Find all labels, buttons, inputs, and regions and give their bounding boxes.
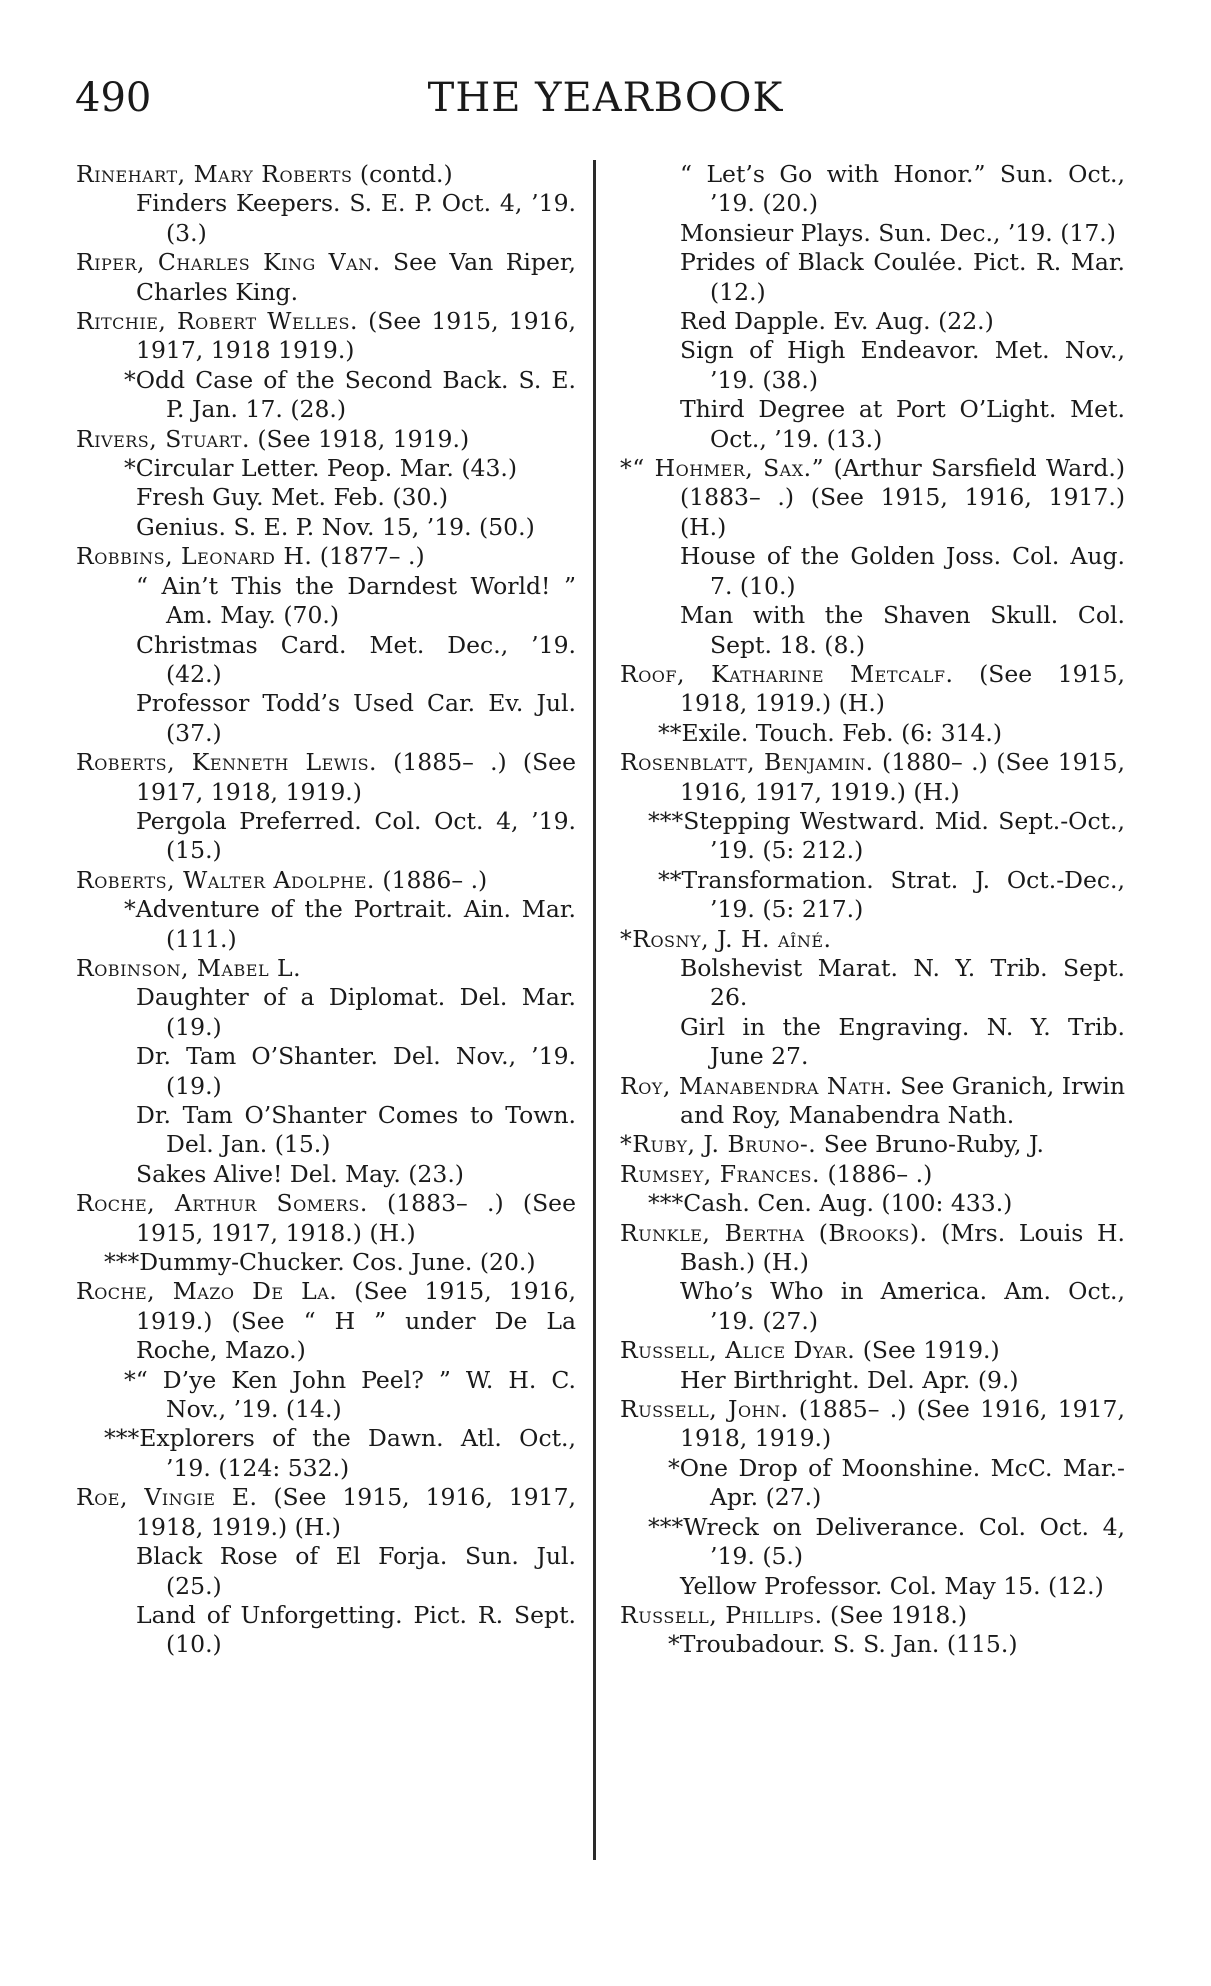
author-name: Runkle, Bertha (Brooks).	[620, 1218, 928, 1247]
story-text: Her Birthright. Del. Apr. (9.)	[680, 1365, 1019, 1394]
author-details: (See 1915, 1918, 1919.) (H.)	[680, 659, 1125, 718]
story-text: Cash. Cen. Aug. (100: 433.)	[683, 1189, 1013, 1218]
distinction-stars: **	[658, 865, 682, 894]
author-name: Russell, Alice Dyar.	[620, 1336, 856, 1365]
author-name: Russell, Phillips.	[620, 1600, 823, 1629]
author-entry	[76, 1189, 576, 1248]
story-text: “ D’ye Ken John Peel? ” W. H. C. Nov., ’19. (14.)	[135, 1365, 576, 1424]
story-item	[620, 542, 1125, 601]
story-item	[620, 1454, 1125, 1513]
page-number: 490	[75, 75, 152, 121]
story-item	[620, 601, 1125, 660]
distinction-stars: ***	[104, 1424, 140, 1453]
author-details: See Bruno-Ruby, J.	[816, 1130, 1045, 1159]
author-name: Riper, Charles King Van.	[76, 248, 381, 277]
story-item	[620, 866, 1125, 925]
story-text: Transformation. Strat. J. Oct.-Dec., ’19. (5: 217.)	[681, 865, 1125, 924]
story-text: Troubadour. S. S. Jan. (115.)	[679, 1630, 1018, 1659]
story-text: Sign of High Endeavor. Met. Nov., ’19. (38.)	[680, 336, 1125, 394]
author-details: (See 1918, 1919.)	[249, 424, 470, 453]
story-text: Wreck on Deliverance. Col. Oct. 4, ’19. (5.)	[683, 1512, 1125, 1571]
author-entry	[620, 1130, 1125, 1159]
story-item	[76, 513, 576, 542]
story-text: Monsieur Plays. Sun. Dec., ’19. (17.)	[680, 218, 1116, 247]
right-column	[620, 160, 1125, 1660]
author-entry	[76, 1483, 576, 1542]
author-name: Roberts, Walter Adolphe.	[76, 865, 375, 894]
story-item	[76, 1042, 576, 1101]
story-item	[76, 1366, 576, 1425]
story-text: Dr. Tam O’Shanter. Del. Nov., ’19. (19.)	[136, 1042, 576, 1100]
author-entry	[620, 1395, 1125, 1454]
story-item	[620, 395, 1125, 454]
distinction-stars: *	[124, 1365, 136, 1394]
distinction-stars: *	[124, 454, 136, 483]
story-item	[620, 719, 1125, 748]
story-text: Explorers of the Dawn. Atl. Oct., ’19. (124: 532.)	[139, 1424, 576, 1482]
story-item	[76, 631, 576, 690]
story-text: “ Ain’t This the Darndest World! ” Am. May. (70.)	[136, 571, 576, 630]
author-details: (See 1915, 1916, 1917, 1918 1919.)	[136, 307, 576, 365]
author-entry	[76, 248, 576, 307]
story-text: Circular Letter. Peop. Mar. (43.)	[135, 454, 518, 483]
author-entry	[76, 1277, 576, 1365]
story-item	[76, 1542, 576, 1601]
story-text: House of the Golden Joss. Col. Aug. 7. (10.)	[680, 542, 1125, 600]
distinction-stars: *	[124, 365, 136, 394]
left-column	[76, 160, 576, 1660]
story-item	[76, 895, 576, 954]
author-details: See Granich, Irwin and Roy, Manabendra Nath.	[680, 1071, 1125, 1129]
author-name: Roche, Arthur Somers.	[76, 1189, 368, 1218]
author-entry	[76, 307, 576, 366]
author-name: Roberts, Kenneth Lewis.	[76, 748, 377, 777]
story-text: Red Dapple. Ev. Aug. (22.)	[680, 307, 994, 336]
story-text: Pergola Preferred. Col. Oct. 4, ’19. (15.)	[136, 806, 576, 865]
story-item	[76, 807, 576, 866]
author-details: (1880– .) (See 1915, 1916, 1917, 1919.) (H.)	[680, 748, 1126, 806]
story-item	[620, 1277, 1125, 1336]
story-text: Bolshevist Marat. N. Y. Trib. Sept. 26.	[680, 953, 1125, 1012]
story-text: Dummy-Chucker. Cos. June. (20.)	[139, 1248, 536, 1277]
distinction-stars: *	[668, 1453, 680, 1482]
story-item	[620, 248, 1125, 307]
column-divider	[593, 160, 596, 1860]
story-text: Third Degree at Port O’Light. Met. Oct., ’19. (13.)	[680, 395, 1125, 453]
author-name: *Ruby, J. Bruno-.	[620, 1130, 817, 1159]
author-name: *Rosny, J. H. aîné.	[620, 924, 832, 953]
story-text: Professor Todd’s Used Car. Ev. Jul. (37.)	[136, 689, 576, 747]
story-text: “ Let’s Go with Honor.” Sun. Oct., ’19. (20.)	[680, 160, 1125, 218]
author-details: (1886– .)	[374, 865, 488, 894]
author-details: (1885– .) (See 1916, 1917, 1918, 1919.)	[680, 1395, 1125, 1453]
story-item	[76, 689, 576, 748]
story-item	[76, 1160, 576, 1189]
story-item	[620, 1513, 1125, 1572]
story-text: Sakes Alive! Del. May. (23.)	[136, 1159, 464, 1188]
author-details: (See 1918.)	[822, 1600, 968, 1629]
story-text: Prides of Black Coulée. Pict. R. Mar. (12.)	[680, 248, 1125, 306]
author-entry	[76, 954, 576, 983]
author-details: (1877– .)	[312, 542, 425, 571]
author-entry	[620, 454, 1125, 542]
story-text: Who’s Who in America. Am. Oct., ’19. (27.)	[680, 1277, 1125, 1335]
author-name: Roof, Katharine Metcalf.	[620, 659, 954, 688]
author-name: Robinson, Mabel L.	[76, 953, 302, 982]
distinction-stars: ***	[648, 806, 684, 835]
author-entry	[76, 542, 576, 571]
distinction-stars: **	[658, 718, 682, 747]
author-details: See Van Riper, Charles King.	[136, 248, 576, 306]
distinction-stars: ***	[648, 1189, 684, 1218]
author-entry	[76, 425, 576, 454]
story-item	[620, 807, 1125, 866]
story-item	[76, 483, 576, 512]
author-name: Ritchie, Robert Welles.	[76, 307, 358, 336]
author-name: Russell, John.	[620, 1395, 789, 1424]
author-details: (contd.)	[352, 160, 453, 188]
story-item	[620, 1630, 1125, 1659]
story-item	[76, 1248, 576, 1277]
story-item	[76, 189, 576, 248]
distinction-stars: *	[124, 895, 136, 924]
author-name: Robbins, Leonard H.	[76, 542, 313, 571]
story-text: Fresh Guy. Met. Feb. (30.)	[136, 483, 449, 512]
author-entry	[620, 1219, 1125, 1278]
story-item	[620, 1572, 1125, 1601]
author-entry	[620, 1601, 1125, 1630]
story-item	[76, 1101, 576, 1160]
author-details: (1885– .) (See 1917, 1918, 1919.)	[136, 748, 576, 806]
story-text: Adventure of the Portrait. Ain. Mar. (111.)	[135, 895, 576, 953]
story-text: Yellow Professor. Col. May 15. (12.)	[680, 1571, 1104, 1600]
story-text: One Drop of Moonshine. McC. Mar.-Apr. (27.)	[679, 1453, 1125, 1512]
author-name: Rinehart, Mary Roberts	[76, 160, 353, 188]
story-item	[620, 160, 1125, 219]
author-details: (See 1915, 1916, 1919.) (See “ H ” under De La Roche, Mazo.)	[136, 1277, 576, 1365]
story-item	[620, 219, 1125, 248]
story-text: Genius. S. E. P. Nov. 15, ’19. (50.)	[136, 512, 535, 541]
author-entry	[620, 660, 1125, 719]
author-entry	[620, 1160, 1125, 1189]
page-title: THE YEARBOOK	[427, 75, 784, 121]
author-details: (Arthur Sarsfield Ward.) (1883– .) (See 1915, 1916, 1917.) (H.)	[680, 454, 1125, 541]
story-text: Finders Keepers. S. E. P. Oct. 4, ’19. (3.)	[136, 189, 576, 247]
story-item	[76, 572, 576, 631]
story-item	[76, 1601, 576, 1660]
story-text: Black Rose of El Forja. Sun. Jul. (25.)	[136, 1542, 576, 1600]
story-text: Land of Unforgetting. Pict. R. Sept. (10.)	[136, 1600, 576, 1659]
author-details: (Mrs. Louis H. Bash.) (H.)	[680, 1218, 1125, 1277]
story-text: Man with the Shaven Skull. Col. Sept. 18. (8.)	[680, 601, 1125, 659]
author-name: Rivers, Stuart.	[76, 424, 250, 453]
author-name: Roche, Mazo De La.	[76, 1277, 338, 1306]
story-text: Stepping Westward. Mid. Sept.-Oct., ’19. (5: 212.)	[683, 806, 1125, 865]
author-details: (1886– .)	[819, 1159, 933, 1188]
story-item	[620, 1189, 1125, 1218]
story-text: Daughter of a Diplomat. Del. Mar. (19.)	[136, 983, 576, 1041]
author-entry	[76, 748, 576, 807]
distinction-stars: ***	[104, 1248, 140, 1277]
author-name: *“ Hohmer, Sax.”	[620, 454, 825, 483]
distinction-stars: ***	[648, 1512, 684, 1541]
story-item	[76, 983, 576, 1042]
author-entry	[76, 866, 576, 895]
author-entry	[620, 1072, 1125, 1131]
story-item	[76, 1424, 576, 1483]
story-text: Girl in the Engraving. N. Y. Trib. June 27.	[680, 1012, 1125, 1071]
story-text: Christmas Card. Met. Dec., ’19. (42.)	[136, 630, 576, 688]
story-item	[620, 1366, 1125, 1395]
author-details: (1883– .) (See 1915, 1917, 1918.) (H.)	[136, 1189, 577, 1247]
author-entry	[76, 160, 576, 189]
author-name: Roy, Manabendra Nath.	[620, 1071, 893, 1100]
author-name: Roe, Vingie E.	[76, 1483, 258, 1512]
author-name: Rosenblatt, Benjamin.	[620, 748, 874, 777]
author-entry	[620, 1336, 1125, 1365]
story-text: Exile. Touch. Feb. (6: 314.)	[681, 718, 1003, 747]
author-entry	[620, 748, 1125, 807]
story-item	[620, 1013, 1125, 1072]
author-details: (See 1919.)	[855, 1336, 1000, 1365]
story-item	[76, 366, 576, 425]
author-name: Rumsey, Frances.	[620, 1159, 820, 1188]
story-item	[620, 954, 1125, 1013]
story-text: Dr. Tam O’Shanter Comes to Town. Del. Jan. (15.)	[136, 1101, 576, 1159]
story-text: Odd Case of the Second Back. S. E. P. Jan. 17. (28.)	[135, 365, 576, 424]
distinction-stars: *	[668, 1630, 680, 1659]
story-item	[620, 307, 1125, 336]
story-item	[76, 454, 576, 483]
story-item	[620, 336, 1125, 395]
author-entry	[620, 925, 1125, 954]
author-details: (See 1915, 1916, 1917, 1918, 1919.) (H.)	[136, 1483, 576, 1541]
